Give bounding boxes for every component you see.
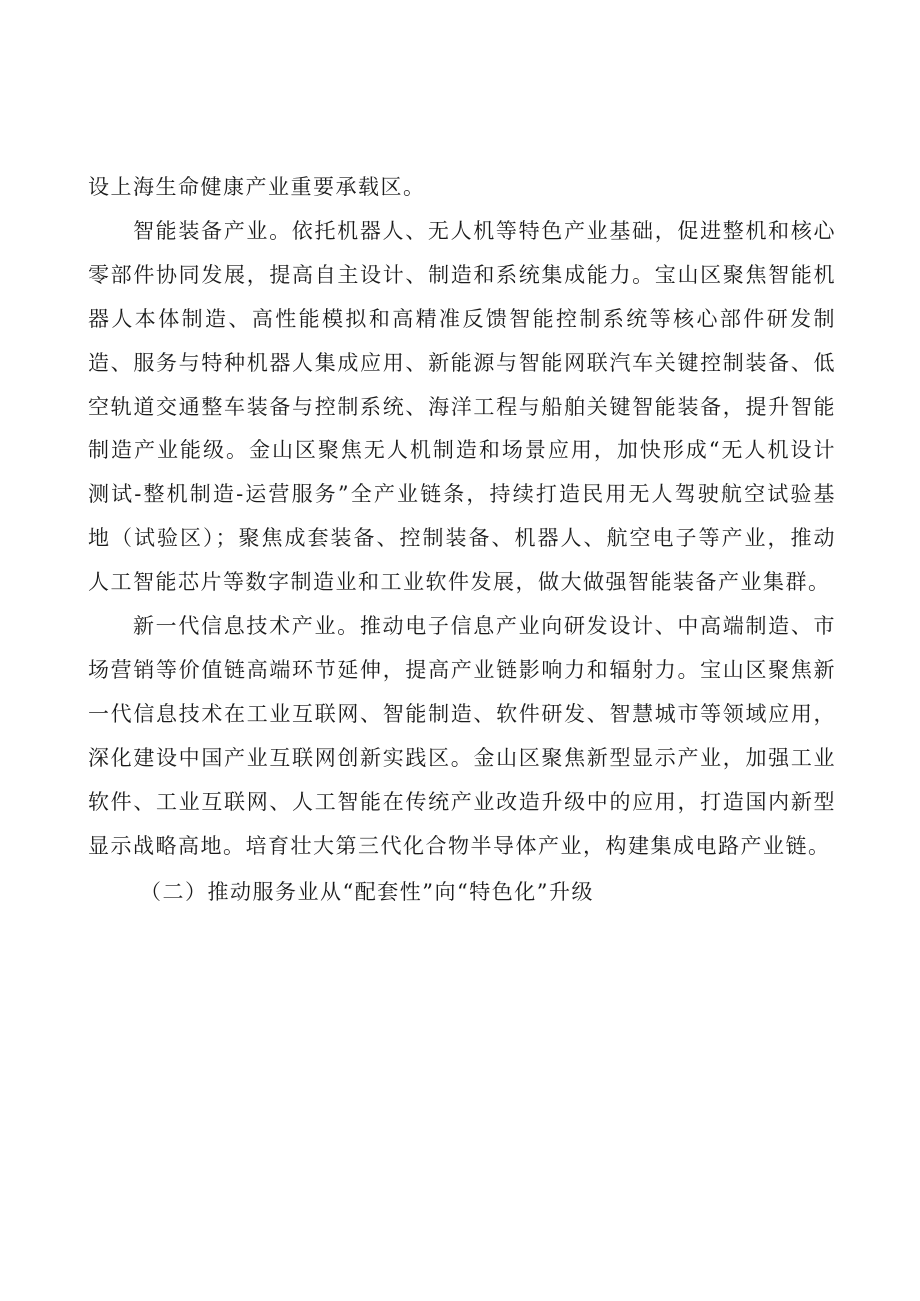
paragraph-intelligent-equipment: 智能装备产业。依托机器人、无人机等特色产业基础，促进整机和核心零部件协同发展，提高自主设计、制造和系统集成能力。宝山区聚焦智能机器人本体制造、高性能模拟和高精准反馈智能控制系统等核心部件研发制造、服务与特种机器人集成应用、新能源与智能网联汽车关键控制装备、低空轨道交通整车装备与控制系统、海洋工程与船舶关键智能装备，提升智能制造产业能级。金山区聚焦无人机制造和场景应用，加快形成“无人机设计测试-整机制造-运营服务”全产业链条，持续打造民用无人驾驶航空试验基地（试验区）；聚焦成套装备、控制装备、机器人、航空电子等产业，推动人工智能芯片等数字制造业和工业软件发展，做大做强智能装备产业集群。: [88, 218, 836, 595]
section-heading: （二）推动服务业从“配套性”向“特色化”升级: [140, 879, 594, 904]
document-body: [88, 166, 836, 914]
paragraph-life-health-continuation: 设上海生命健康产业重要承载区。: [88, 175, 426, 199]
paragraph-new-generation-it: 新一代信息技术产业。推动电子信息产业向研发设计、中高端制造、市场营销等价值链高端环节延伸，提高产业链影响力和辐射力。宝山区聚焦新一代信息技术在工业互联网、智能制造、软件研发、智慧城市等领域应用，深化建设中国产业互联网创新实践区。金山区聚焦新型显示产业，加强工业软件、工业互联网、人工智能在传统产业改造升级中的应用，打造国内新型显示战略高地。培育壮大第三代化合物半导体产业，构建集成电路产业链。: [88, 614, 836, 858]
